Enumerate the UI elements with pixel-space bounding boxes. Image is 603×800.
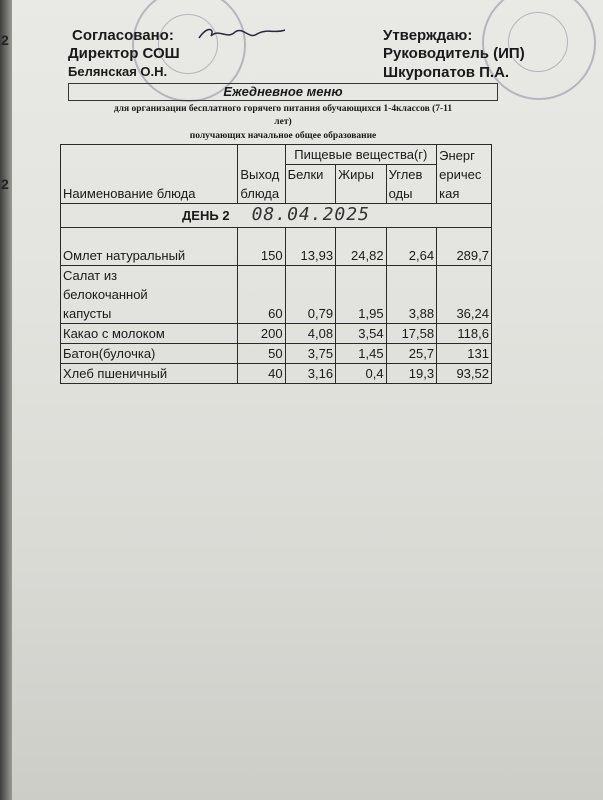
dish-output: 40 xyxy=(238,364,285,384)
subtitle-line2: лет) xyxy=(274,117,292,127)
edge-mark: 2 xyxy=(1,32,9,48)
dish-name: Батон(булочка) xyxy=(61,344,238,364)
col-header-energy-l1: Энерг xyxy=(439,148,475,163)
table-row xyxy=(61,266,492,324)
dish-protein: 4,08 xyxy=(285,324,336,344)
dish-fat: 1,45 xyxy=(336,344,387,364)
col-header-energy-l2: еричес xyxy=(439,167,482,182)
dish-name: Хлеб пшеничный xyxy=(61,364,238,384)
signature xyxy=(197,24,287,44)
dish-fat: 0,4 xyxy=(336,364,387,384)
dish-protein: 3,75 xyxy=(285,344,336,364)
col-header-energy xyxy=(437,145,492,204)
approve-label: Утверждаю: xyxy=(383,27,473,44)
col-header-nutrients: Пищевые вещества(г) xyxy=(285,145,437,165)
dish-protein: 0,79 xyxy=(285,266,336,324)
dish-energy: 36,24 xyxy=(437,266,492,324)
dish-output: 60 xyxy=(238,266,285,324)
dish-carbs: 17,58 xyxy=(386,324,437,344)
col-header-carbs-l1: Углев xyxy=(388,167,423,182)
day-label: ДЕНЬ 2 xyxy=(182,208,230,223)
table-header-row xyxy=(61,145,492,165)
menu-title: Ежедневное меню xyxy=(68,83,498,101)
menu-table xyxy=(60,144,492,384)
col-header-energy-l3: кая xyxy=(439,186,460,201)
dish-carbs: 25,7 xyxy=(386,344,437,364)
dish-output: 50 xyxy=(238,344,285,364)
dish-carbs: 3,88 xyxy=(386,266,437,324)
table-row xyxy=(61,344,492,364)
dish-fat: 1,95 xyxy=(336,266,387,324)
dish-carbs: 19,3 xyxy=(386,364,437,384)
dish-protein: 13,93 xyxy=(285,228,336,266)
col-header-name: Наименование блюда xyxy=(61,145,238,204)
col-header-output-l2: блюда xyxy=(240,186,280,201)
col-header-protein: Белки xyxy=(285,165,336,204)
table-row xyxy=(61,228,492,266)
col-header-output-l1: Выход xyxy=(240,167,280,182)
binder-edge xyxy=(0,0,12,800)
dish-fat: 3,54 xyxy=(336,324,387,344)
col-header-fat: Жиры xyxy=(336,165,387,204)
dish-protein: 3,16 xyxy=(285,364,336,384)
head-name: Шкуропатов П.А. xyxy=(383,64,510,81)
head-title: Руководитель (ИП) xyxy=(383,45,525,62)
dish-energy: 289,7 xyxy=(437,228,492,266)
subtitle-line3: получающих начальное общее образование xyxy=(189,131,377,141)
dish-name-l3: капусты xyxy=(63,306,112,321)
company-stamp-inner xyxy=(508,12,568,72)
dish-name xyxy=(61,266,238,324)
dish-fat: 24,82 xyxy=(336,228,387,266)
dish-name-l2: белокочанной xyxy=(63,287,148,302)
dish-energy: 118,6 xyxy=(437,324,492,344)
handwritten-date: 08.04.2025 xyxy=(251,204,370,225)
dish-name-l1: Салат из xyxy=(63,268,118,283)
table-row xyxy=(61,324,492,344)
dish-energy: 131 xyxy=(437,344,492,364)
day-row xyxy=(61,204,492,228)
col-header-carbs-l2: оды xyxy=(388,186,413,201)
col-header-output xyxy=(238,145,285,204)
dish-name: Какао с молоком xyxy=(61,324,238,344)
approval-label: Согласовано: xyxy=(72,27,174,44)
edge-mark: 2 xyxy=(1,176,9,192)
dish-output: 200 xyxy=(238,324,285,344)
dish-name: Омлет натуральный xyxy=(61,228,238,266)
table-row xyxy=(61,364,492,384)
director-title: Директор СОШ xyxy=(68,45,180,62)
dish-energy: 93,52 xyxy=(437,364,492,384)
day-cell xyxy=(61,204,492,228)
dish-carbs: 2,64 xyxy=(386,228,437,266)
col-header-carbs xyxy=(386,165,437,204)
subtitle-line1: для организации бесплатного горячего питания обучающихся 1-4классов (7-11 xyxy=(113,104,453,114)
dish-output: 150 xyxy=(238,228,285,266)
director-name: Белянская О.Н. xyxy=(68,64,168,79)
